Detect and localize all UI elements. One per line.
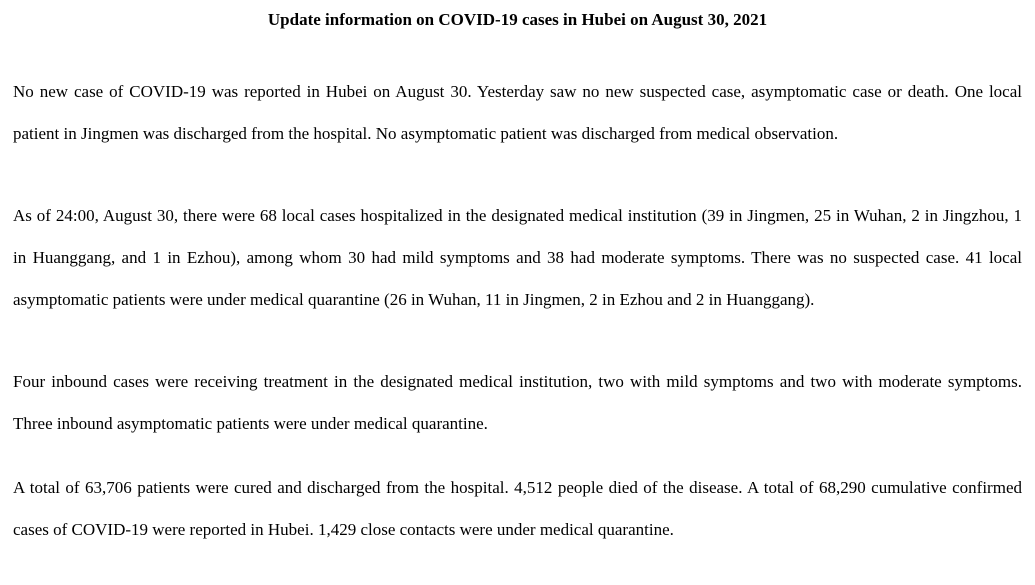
- document-title: Update information on COVID-19 cases in Hubei on August 30, 2021: [267, 10, 768, 29]
- paragraph-inbound-cases: Four inbound cases were receiving treatment in the designated medical institution, two with mild symptoms and two with moderate symptoms. Three inbound asymptomatic patients were under medical quarantine.: [13, 372, 1022, 433]
- paragraph-cumulative-totals: A total of 63,706 patients were cured and discharged from the hospital. 4,512 people died of the disease. A total of 68,290 cumulative confirmed cases of COVID-19 were reported in Hubei. 1,429 close contacts were under medical quarantine.: [13, 478, 1022, 539]
- paragraph-new-cases: No new case of COVID-19 was reported in Hubei on August 30. Yesterday saw no new suspected case, asymptomatic case or death. One local patient in Jingmen was discharged from the hospital. No asymptomatic patient was discharged from medical observation.: [13, 82, 1022, 143]
- document-body: [13, 0, 1022, 551]
- paragraph-local-cases: As of 24:00, August 30, there were 68 local cases hospitalized in the designated medical institution (39 in Jingmen, 25 in Wuhan, 2 in Jingzhou, 1 in Huanggang, and 1 in Ezhou), among whom 30 had mild symptoms and 38 had moderate symptoms. There was no suspected case. 41 local asymptomatic patients were under medical quarantine (26 in Wuhan, 11 in Jingmen, 2 in Ezhou and 2 in Huanggang).: [13, 206, 1022, 309]
